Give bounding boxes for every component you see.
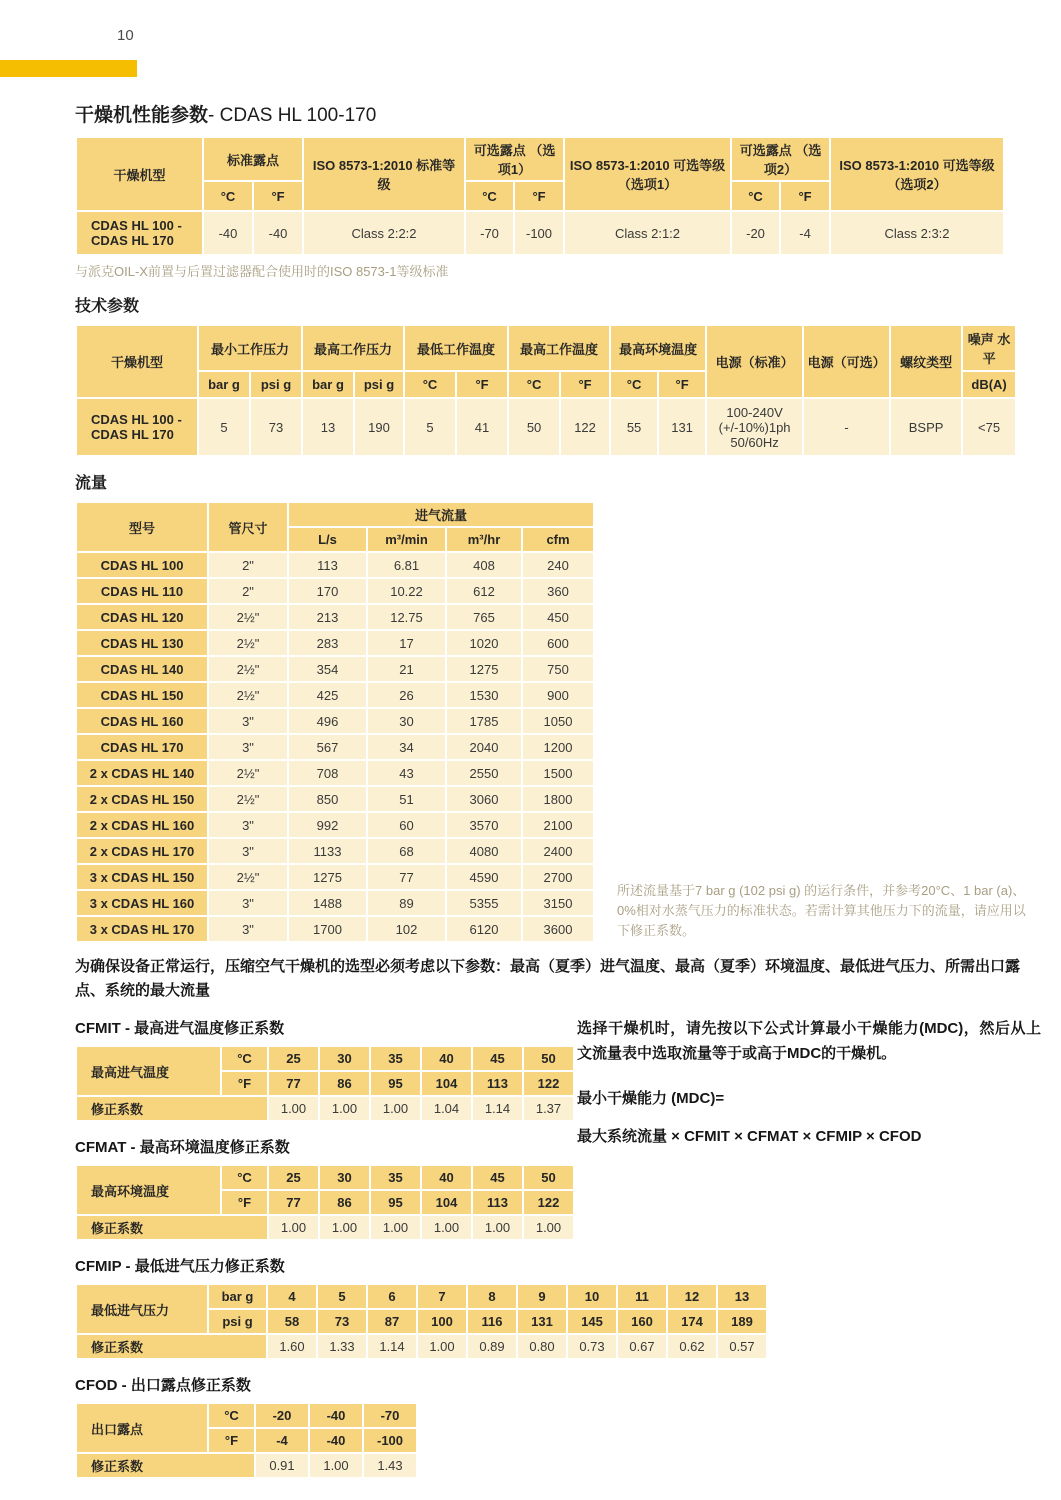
table-cell: 最高工作温度	[509, 326, 609, 370]
table-cell: CDAS HL 140	[77, 657, 207, 681]
page-content	[75, 100, 1041, 1479]
table-cell: 4080	[447, 839, 521, 863]
table-cell: 1275	[447, 657, 521, 681]
table-cell: 2 x CDAS HL 160	[77, 813, 207, 837]
table-cell: 进气流量	[289, 503, 593, 526]
table-cell: 73	[318, 1310, 366, 1333]
table-cell: °F	[222, 1072, 267, 1095]
table-cell: 最低进气压力	[77, 1285, 207, 1333]
table-cell: CDAS HL 100	[77, 553, 207, 577]
table-cell: °F	[209, 1429, 254, 1452]
table-cell: 1.60	[268, 1335, 316, 1358]
page-title-model: - CDAS HL 100-170	[208, 105, 377, 126]
table-cell: psi g	[251, 372, 301, 397]
cfod-heading: CFOD - 出口露点修正系数	[75, 1377, 251, 1394]
table-cell: 425	[289, 683, 366, 707]
table-cell: 34	[368, 735, 445, 759]
table-cell: 68	[368, 839, 445, 863]
table-cell: °C	[466, 182, 513, 210]
table-cell: 1785	[447, 709, 521, 733]
table-cell: 113	[473, 1191, 522, 1214]
table-cell: °F	[561, 372, 609, 397]
table-cell: m³/hr	[447, 528, 521, 551]
table-cell: 修正系数	[77, 1454, 254, 1477]
table-cell: 2 x CDAS HL 150	[77, 787, 207, 811]
table-cell: -40	[310, 1404, 362, 1427]
table-cell: 145	[568, 1310, 616, 1333]
selection-criteria-paragraph: 为确保设备正常运行，压缩空气干燥机的选型必须考虑以下参数：最高（夏季）进气温度、最高（夏季）环境温度、最低进气压力、所需出口露点、系统的最大流量	[75, 958, 1021, 999]
table-cell: 8	[468, 1285, 516, 1308]
cfmat-table	[75, 1164, 575, 1241]
table-cell: CDAS HL 130	[77, 631, 207, 655]
table-cell: 1.00	[371, 1097, 420, 1120]
mdc-instructions-column	[577, 1003, 1041, 1241]
table-cell: 600	[523, 631, 593, 655]
table-cell: dB(A)	[963, 372, 1015, 397]
table-cell: 0.57	[718, 1335, 766, 1358]
table-cell: 51	[368, 787, 445, 811]
table-cell: 25	[269, 1047, 318, 1070]
page-title	[75, 100, 1041, 127]
table-cell: 73	[251, 399, 301, 455]
table-cell: 116	[468, 1310, 516, 1333]
table-cell: 283	[289, 631, 366, 655]
table-cell: 86	[320, 1072, 369, 1095]
table-cell: 6	[368, 1285, 416, 1308]
table-cell: 5	[199, 399, 249, 455]
table-cell: °C	[204, 182, 252, 210]
table-cell: 1.04	[422, 1097, 471, 1120]
table-cell: 1800	[523, 787, 593, 811]
table-cell: 17	[368, 631, 445, 655]
table-cell: 12.75	[368, 605, 445, 629]
table-cell: 100	[418, 1310, 466, 1333]
table-cell: 43	[368, 761, 445, 785]
table-cell: °F	[222, 1191, 267, 1214]
table-cell: 496	[289, 709, 366, 733]
table-cell: °F	[515, 182, 563, 210]
table-cell: 1.00	[269, 1216, 318, 1239]
table-cell: CDAS HL 150	[77, 683, 207, 707]
table-cell: -20	[256, 1404, 308, 1427]
table-cell: 螺纹类型	[891, 326, 961, 397]
table-cell: 354	[289, 657, 366, 681]
table-cell: 30	[320, 1047, 369, 1070]
table-cell: m³/min	[368, 528, 445, 551]
table-cell: 122	[524, 1191, 573, 1214]
cfmit-table	[75, 1045, 575, 1122]
table-cell: 4	[268, 1285, 316, 1308]
table-cell: 1.00	[371, 1216, 420, 1239]
table-cell: cfm	[523, 528, 593, 551]
table-cell: 13	[718, 1285, 766, 1308]
table-cell: 修正系数	[77, 1216, 267, 1239]
table-cell: 95	[371, 1191, 420, 1214]
table-cell: 最高工作压力	[303, 326, 403, 370]
table-cell: 1500	[523, 761, 593, 785]
table-cell: Class 2:3:2	[831, 212, 1003, 254]
table-cell: 1.00	[269, 1097, 318, 1120]
table-cell: 3 x CDAS HL 150	[77, 865, 207, 889]
table-cell: 可选露点 （选项2）	[732, 138, 829, 180]
table-cell: 100-240V (+/-10%)1ph 50/60Hz	[707, 399, 802, 455]
table-cell: 3570	[447, 813, 521, 837]
flow-section	[75, 501, 1041, 943]
table-cell: 41	[457, 399, 507, 455]
table-cell: 2100	[523, 813, 593, 837]
table-cell: 出口露点	[77, 1404, 207, 1452]
table-cell: 管尺寸	[209, 503, 287, 551]
table-cell: 电源（可选）	[804, 326, 889, 397]
mdc-intro-paragraph: 选择干燥机时，请先按以下公式计算最小干燥能力(MDC)，然后从上文流量表中选取流量等于或高于MDC的干燥机。	[577, 1020, 1041, 1062]
table-cell: -20	[732, 212, 779, 254]
table-cell: 1050	[523, 709, 593, 733]
page-number: 10	[117, 27, 134, 44]
table-cell: 电源（标准）	[707, 326, 802, 397]
table-cell: 360	[523, 579, 593, 603]
table-cell: 102	[368, 917, 445, 941]
table-cell: °F	[659, 372, 705, 397]
table-cell: 1530	[447, 683, 521, 707]
table-cell: 10.22	[368, 579, 445, 603]
table-cell: 0.80	[518, 1335, 566, 1358]
table-cell: bar g	[199, 372, 249, 397]
table-cell: 30	[368, 709, 445, 733]
table-cell: CDAS HL 100 - CDAS HL 170	[77, 399, 197, 455]
table-cell: ISO 8573-1:2010 可选等级（选项1）	[565, 138, 730, 210]
table-cell: 1.00	[473, 1216, 522, 1239]
table-cell: 1488	[289, 891, 366, 915]
table-cell: °C	[405, 372, 455, 397]
cfmit-heading: CFMIT - 最高进气温度修正系数	[75, 1020, 285, 1037]
accent-bar	[0, 60, 137, 77]
table-cell: 2"	[209, 553, 287, 577]
table-cell: °C	[611, 372, 657, 397]
table-cell: 612	[447, 579, 521, 603]
table-cell: 131	[518, 1310, 566, 1333]
table-cell: CDAS HL 100 - CDAS HL 170	[77, 212, 202, 254]
performance-note: 与派克OIL-X前置与后置过滤器配合使用时的ISO 8573-1等级标准	[75, 264, 449, 279]
table-cell: 160	[618, 1310, 666, 1333]
table-cell: 900	[523, 683, 593, 707]
table-cell: 最低工作温度	[405, 326, 507, 370]
table-cell: Class 2:2:2	[304, 212, 464, 254]
table-cell: 最高环境温度	[77, 1166, 220, 1214]
cfmat-heading: CFMAT - 最高环境温度修正系数	[75, 1139, 290, 1156]
table-cell: 60	[368, 813, 445, 837]
table-cell: 5	[318, 1285, 366, 1308]
table-cell: 189	[718, 1310, 766, 1333]
table-cell: 2"	[209, 579, 287, 603]
table-cell: 2½"	[209, 865, 287, 889]
table-cell: 0.62	[668, 1335, 716, 1358]
technical-parameters-table	[75, 324, 1017, 457]
table-cell: 1.14	[368, 1335, 416, 1358]
table-cell: 2040	[447, 735, 521, 759]
cfod-table	[75, 1402, 418, 1479]
cfmip-heading: CFMIP - 最低进气压力修正系数	[75, 1258, 285, 1275]
table-cell: 104	[422, 1191, 471, 1214]
flow-section-heading: 流量	[75, 475, 108, 492]
table-cell: 1.00	[320, 1216, 369, 1239]
table-cell: 708	[289, 761, 366, 785]
table-cell: 3"	[209, 891, 287, 915]
table-cell: 3060	[447, 787, 521, 811]
table-cell: 2½"	[209, 683, 287, 707]
table-cell: 35	[371, 1166, 420, 1189]
table-cell: 2½"	[209, 761, 287, 785]
table-cell: 25	[269, 1166, 318, 1189]
mdc-formula: 最大系统流量 × CFMIT × CFMAT × CFMIP × CFOD	[577, 1127, 922, 1145]
correction-factor-section	[75, 1003, 1041, 1241]
table-cell: 170	[289, 579, 366, 603]
table-cell: 13	[303, 399, 353, 455]
table-cell: 35	[371, 1047, 420, 1070]
page-title-bold: 干燥机性能参数	[75, 105, 209, 126]
table-cell: 噪声 水平	[963, 326, 1015, 370]
table-cell: 1.14	[473, 1097, 522, 1120]
table-cell: <75	[963, 399, 1015, 455]
table-cell: 6120	[447, 917, 521, 941]
table-cell: psi g	[355, 372, 403, 397]
table-cell: °C	[732, 182, 779, 210]
table-cell: bar g	[209, 1285, 266, 1308]
table-cell: 30	[320, 1166, 369, 1189]
table-cell: 3 x CDAS HL 160	[77, 891, 207, 915]
table-cell: 可选露点 （选项1）	[466, 138, 563, 180]
table-cell: 3"	[209, 839, 287, 863]
table-cell: 50	[524, 1047, 573, 1070]
table-cell: 992	[289, 813, 366, 837]
table-cell: 2½"	[209, 787, 287, 811]
table-cell: 750	[523, 657, 593, 681]
table-cell: 1.00	[320, 1097, 369, 1120]
table-cell: 3"	[209, 917, 287, 941]
table-cell: 113	[289, 553, 366, 577]
table-cell: ISO 8573-1:2010 标准等级	[304, 138, 464, 210]
table-cell: 21	[368, 657, 445, 681]
table-cell: CDAS HL 160	[77, 709, 207, 733]
table-cell: 2400	[523, 839, 593, 863]
table-cell: -40	[310, 1429, 362, 1452]
table-cell: 10	[568, 1285, 616, 1308]
table-cell: 12	[668, 1285, 716, 1308]
table-cell: 2550	[447, 761, 521, 785]
performance-table	[75, 136, 1005, 256]
table-cell: 77	[269, 1191, 318, 1214]
table-cell: 1.00	[418, 1335, 466, 1358]
table-cell: -4	[781, 212, 829, 254]
table-cell: 104	[422, 1072, 471, 1095]
table-cell: Class 2:1:2	[565, 212, 730, 254]
table-cell: 9	[518, 1285, 566, 1308]
table-cell: -70	[466, 212, 513, 254]
table-cell: 2½"	[209, 631, 287, 655]
table-cell: CDAS HL 110	[77, 579, 207, 603]
table-cell: 40	[422, 1047, 471, 1070]
table-cell: 0.89	[468, 1335, 516, 1358]
table-cell: 3"	[209, 813, 287, 837]
table-cell: 1020	[447, 631, 521, 655]
table-cell: 77	[368, 865, 445, 889]
table-cell: 850	[289, 787, 366, 811]
table-cell: 122	[524, 1072, 573, 1095]
table-cell: -100	[364, 1429, 416, 1452]
table-cell: 最高进气温度	[77, 1047, 220, 1095]
table-cell: 4590	[447, 865, 521, 889]
table-cell: 50	[509, 399, 559, 455]
table-cell: °C	[222, 1166, 267, 1189]
table-cell: 修正系数	[77, 1335, 266, 1358]
table-cell: -40	[204, 212, 252, 254]
table-cell: -70	[364, 1404, 416, 1427]
table-cell: °F	[781, 182, 829, 210]
mdc-formula-label: 最小干燥能力 (MDC)=	[577, 1089, 725, 1107]
table-cell: 1133	[289, 839, 366, 863]
table-cell: 190	[355, 399, 403, 455]
table-cell: 58	[268, 1310, 316, 1333]
table-cell: 修正系数	[77, 1097, 267, 1120]
table-cell: -100	[515, 212, 563, 254]
table-cell: 26	[368, 683, 445, 707]
table-cell: 3600	[523, 917, 593, 941]
table-cell: °C	[509, 372, 559, 397]
table-cell: 最高环境温度	[611, 326, 705, 370]
table-cell: -	[804, 399, 889, 455]
table-cell: 3"	[209, 735, 287, 759]
table-cell: 1.43	[364, 1454, 416, 1477]
table-cell: 1700	[289, 917, 366, 941]
flow-conditions-note: 所述流量基于7 bar g (102 psi g) 的运行条件，并参考20°C、1 bar (a)、0%相对水蒸气压力的标准状态。若需计算其他压力下的流量，请应用以下修正系数。	[617, 882, 1026, 938]
table-cell: 5	[405, 399, 455, 455]
table-cell: 450	[523, 605, 593, 629]
table-cell: psi g	[209, 1310, 266, 1333]
table-cell: 89	[368, 891, 445, 915]
table-cell: 6.81	[368, 553, 445, 577]
table-cell: 131	[659, 399, 705, 455]
table-cell: CDAS HL 170	[77, 735, 207, 759]
table-cell: 5355	[447, 891, 521, 915]
table-cell: 2½"	[209, 605, 287, 629]
table-cell: 11	[618, 1285, 666, 1308]
table-cell: 1.00	[310, 1454, 362, 1477]
table-cell: 40	[422, 1166, 471, 1189]
table-cell: 1200	[523, 735, 593, 759]
table-cell: 2 x CDAS HL 170	[77, 839, 207, 863]
table-cell: 2½"	[209, 657, 287, 681]
table-cell: 122	[561, 399, 609, 455]
table-cell: 765	[447, 605, 521, 629]
table-cell: 1275	[289, 865, 366, 889]
table-cell: 95	[371, 1072, 420, 1095]
tech-section-heading: 技术参数	[75, 298, 140, 315]
table-cell: 408	[447, 553, 521, 577]
table-cell: 0.67	[618, 1335, 666, 1358]
table-cell: 型号	[77, 503, 207, 551]
table-cell: 1.33	[318, 1335, 366, 1358]
table-cell: L/s	[289, 528, 366, 551]
table-cell: °F	[254, 182, 302, 210]
table-cell: bar g	[303, 372, 353, 397]
table-cell: 86	[320, 1191, 369, 1214]
table-cell: 干燥机型	[77, 138, 202, 210]
table-cell: °F	[457, 372, 507, 397]
table-cell: 3150	[523, 891, 593, 915]
table-cell: 55	[611, 399, 657, 455]
table-cell: 标准露点	[204, 138, 302, 180]
cfmip-table	[75, 1283, 768, 1360]
table-cell: 87	[368, 1310, 416, 1333]
table-cell: 50	[524, 1166, 573, 1189]
table-cell: 2700	[523, 865, 593, 889]
table-cell: ISO 8573-1:2010 可选等级（选项2）	[831, 138, 1003, 210]
table-cell: 213	[289, 605, 366, 629]
table-cell: 2 x CDAS HL 140	[77, 761, 207, 785]
table-cell: CDAS HL 120	[77, 605, 207, 629]
table-cell: 7	[418, 1285, 466, 1308]
table-cell: °C	[209, 1404, 254, 1427]
table-cell: -4	[256, 1429, 308, 1452]
table-cell: 1.00	[524, 1216, 573, 1239]
table-cell: 1.00	[422, 1216, 471, 1239]
table-cell: 45	[473, 1047, 522, 1070]
table-cell: -40	[254, 212, 302, 254]
table-cell: 45	[473, 1166, 522, 1189]
table-cell: 567	[289, 735, 366, 759]
table-cell: °C	[222, 1047, 267, 1070]
table-cell: 240	[523, 553, 593, 577]
table-cell: 3"	[209, 709, 287, 733]
table-cell: 77	[269, 1072, 318, 1095]
table-cell: 0.91	[256, 1454, 308, 1477]
table-cell: 174	[668, 1310, 716, 1333]
table-cell: 3 x CDAS HL 170	[77, 917, 207, 941]
table-cell: 最小工作压力	[199, 326, 301, 370]
table-cell: 113	[473, 1072, 522, 1095]
flow-rate-table	[75, 501, 595, 943]
table-cell: 干燥机型	[77, 326, 197, 397]
table-cell: 0.73	[568, 1335, 616, 1358]
table-cell: BSPP	[891, 399, 961, 455]
table-cell: 1.37	[524, 1097, 573, 1120]
correction-factor-tables-column	[75, 1003, 562, 1241]
